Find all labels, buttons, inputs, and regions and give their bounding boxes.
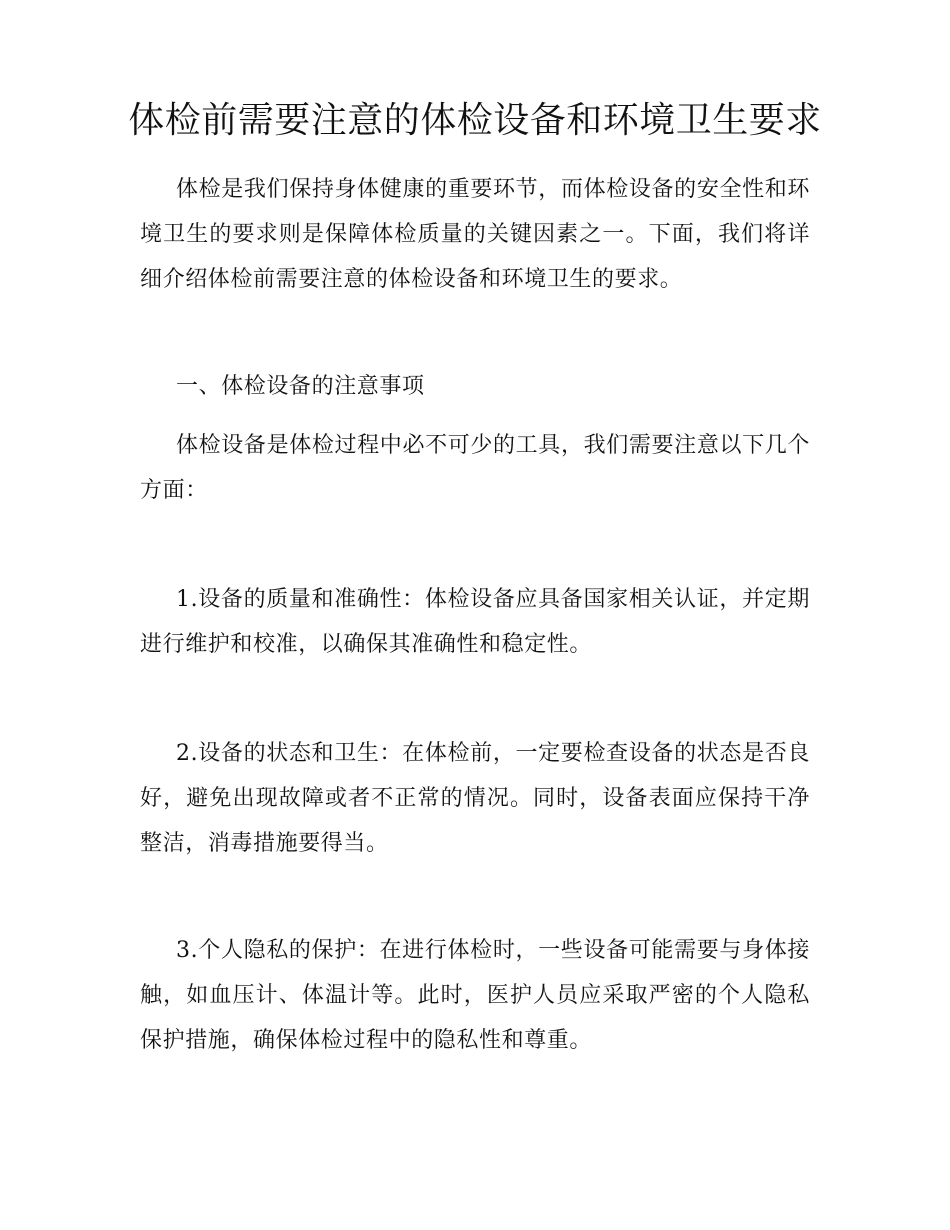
document-title: 体检前需要注意的体检设备和环境卫生要求 (128, 100, 822, 141)
section-intro-paragraph: 体检设备是体检过程中必不可少的工具，我们需要注意以下几个方面： (140, 433, 810, 503)
list-item-equipment-quality: 1.设备的质量和准确性：体检设备应具备国家相关认证，并定期进行维护和校准，以确保其准确性和稳定性。 (140, 587, 810, 657)
list-item-privacy-protection: 3.个人隐私的保护：在进行体检时，一些设备可能需要与身体接触，如血压计、体温计等。此时，医护人员应采取严密的个人隐私保护措施，确保体检过程中的隐私性和尊重。 (140, 938, 810, 1053)
intro-paragraph: 体检是我们保持身体健康的重要环节，而体检设备的安全性和环境卫生的要求则是保障体检质量的关键因素之一。下面，我们将详细介绍体检前需要注意的体检设备和环境卫生的要求。 (140, 177, 810, 292)
list-item-equipment-hygiene: 2.设备的状态和卫生：在体检前，一定要检查设备的状态是否良好，避免出现故障或者不正常的情况。同时，设备表面应保持干净整洁，消毒措施要得当。 (140, 741, 810, 856)
section-heading: 一、体检设备的注意事项 (176, 374, 425, 399)
